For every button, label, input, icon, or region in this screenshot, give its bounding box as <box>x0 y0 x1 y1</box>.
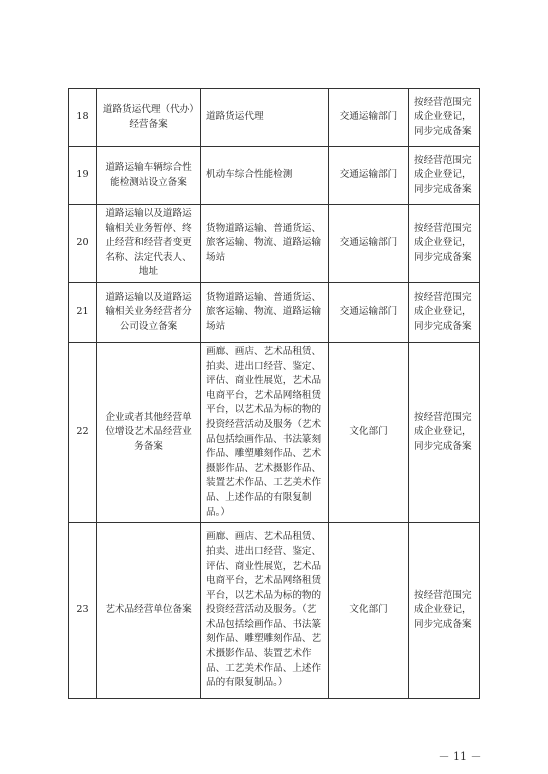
table-row <box>69 89 480 147</box>
business-scope: 道路货运代理 <box>201 89 329 147</box>
handling-note: 按经营范围完成企业登记，同步完成备案 <box>409 205 480 283</box>
filing-item-name: 艺术品经营单位备案 <box>97 523 201 699</box>
business-scope: 画廊、画店、艺术品租赁、拍卖、进出口经营、鉴定、评估、商业性展览，艺术品电商平台，艺术品网络租赁平台，以艺术品为标的物的投资经营活动及服务（艺术品包括绘画作品、书法篆刻作品、雕塑雕刻作品、艺术摄影作品、艺术摄影作品、装置艺术作品、工艺美术作品、上述作品的有限复制品。） <box>201 342 329 522</box>
department: 文化部门 <box>329 342 409 522</box>
filing-item-name: 企业或者其他经营单位增设艺术品经营业务备案 <box>97 342 201 522</box>
row-number: 20 <box>69 205 97 283</box>
filing-item-name: 道路运输车辆综合性能检测站设立备案 <box>97 147 201 205</box>
handling-note: 按经营范围完成企业登记，同步完成备案 <box>409 342 480 522</box>
department: 交通运输部门 <box>329 147 409 205</box>
table-row <box>69 147 480 205</box>
handling-note: 按经营范围完成企业登记，同步完成备案 <box>409 523 480 699</box>
filing-item-name: 道路运输以及道路运输相关业务经营者分公司设立备案 <box>97 282 201 342</box>
row-number: 21 <box>69 282 97 342</box>
table-row <box>69 282 480 342</box>
table-row <box>69 205 480 283</box>
department: 交通运输部门 <box>329 205 409 283</box>
page-number: － 11 － <box>438 750 482 763</box>
business-scope: 货物道路运输、普通货运、旅客运输、物流、道路运输场站 <box>201 282 329 342</box>
table-row <box>69 523 480 699</box>
row-number: 22 <box>69 342 97 522</box>
row-number: 18 <box>69 89 97 147</box>
business-scope: 机动车综合性能检测 <box>201 147 329 205</box>
filing-items-table <box>68 88 480 699</box>
department: 文化部门 <box>329 523 409 699</box>
handling-note: 按经营范围完成企业登记，同步完成备案 <box>409 282 480 342</box>
table-row <box>69 342 480 522</box>
business-scope: 货物道路运输、普通货运、旅客运输、物流、道路运输场站 <box>201 205 329 283</box>
row-number: 23 <box>69 523 97 699</box>
handling-note: 按经营范围完成企业登记，同步完成备案 <box>409 147 480 205</box>
business-scope: 画廊、画店、艺术品租赁、拍卖、进出口经营、鉴定、评估、商业性展览，艺术品电商平台，艺术品网络租赁平台，以艺术品为标的物的投资经营活动及服务。（艺术品包括绘画作品、书法篆刻作品、雕塑雕刻作品、艺术摄影作品、装置艺术作品、工艺美术作品、上述作品的有限复制品。） <box>201 523 329 699</box>
filing-item-name: 道路货运代理（代办）经营备案 <box>97 89 201 147</box>
row-number: 19 <box>69 147 97 205</box>
department: 交通运输部门 <box>329 89 409 147</box>
filing-item-name: 道路运输以及道路运输相关业务暂停、终止经营和经营者变更名称、法定代表人、地址 <box>97 205 201 283</box>
department: 交通运输部门 <box>329 282 409 342</box>
handling-note: 按经营范围完成企业登记，同步完成备案 <box>409 89 480 147</box>
